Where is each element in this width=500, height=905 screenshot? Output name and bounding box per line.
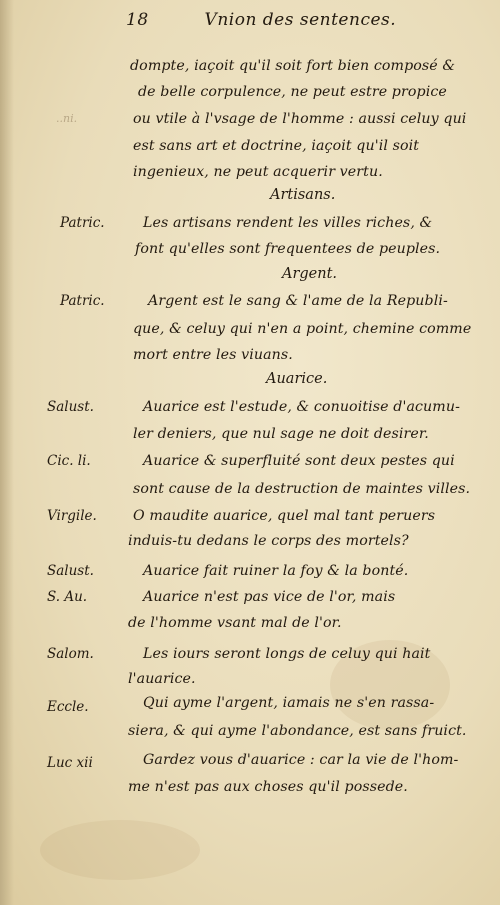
text-line: de l'homme vsant mal de l'or. <box>128 615 342 631</box>
text-line: Gardez vous d'auarice : car la vie de l'hom- <box>143 752 459 768</box>
text-line: Auarice fait ruiner la foy & la bonté. <box>143 563 409 579</box>
margin-note: Salust. <box>47 399 94 415</box>
margin-note: S. Au. <box>47 589 88 605</box>
text-line: ingenieux, ne peut acquerir vertu. <box>133 164 383 180</box>
text-line: de belle corpulence, ne peut estre propice <box>138 84 447 100</box>
text-line: Auarice & superfluité sont deux pestes qui <box>143 453 455 469</box>
margin-note: Virgile. <box>47 508 97 524</box>
text-line: est sans art et doctrine, iaçoit qu'il soit <box>133 138 420 154</box>
margin-note: Patric. <box>60 293 105 309</box>
text-line: que, & celuy qui n'en a point, chemine comme <box>133 321 472 337</box>
margin-note: Salom. <box>47 646 94 662</box>
text-line: sont cause de la destruction de maintes villes. <box>133 481 471 497</box>
paper-stain <box>40 820 200 880</box>
text-line: font qu'elles sont frequentees de peuples. <box>135 241 441 257</box>
running-title: Vnion des sentences. <box>204 10 397 30</box>
text-line: O maudite auarice, quel mal tant peruers <box>133 508 436 524</box>
margin-note: Eccle. <box>47 699 89 715</box>
text-line: mort entre les viuans. <box>133 347 293 363</box>
text-line: l'auarice. <box>128 671 196 687</box>
section-heading: Artisans. <box>270 187 336 203</box>
text-line: induis-tu dedans le corps des mortels? <box>128 533 409 549</box>
margin-note: Salust. <box>47 563 94 579</box>
text-line: Argent est le sang & l'ame de la Republi- <box>148 293 448 309</box>
text-line: Les iours seront longs de celuy qui hait <box>143 646 431 662</box>
stray-note: ..ni. <box>56 112 78 125</box>
margin-note: Patric. <box>60 215 105 231</box>
text-line: Auarice est l'estude, & conuoitise d'acumu- <box>143 399 460 415</box>
text-line: me n'est pas aux choses qu'il possede. <box>128 779 408 795</box>
text-line: siera, & qui ayme l'abondance, est sans fruict. <box>128 723 467 739</box>
margin-note: Cic. li. <box>47 453 91 469</box>
text-line: Qui ayme l'argent, iamais ne s'en rassa- <box>143 695 435 711</box>
page-header <box>126 10 396 30</box>
gutter-shadow <box>0 0 14 905</box>
margin-note: Luc xii <box>47 755 93 771</box>
section-heading: Argent. <box>282 266 338 282</box>
text-line: ler deniers, que nul sage ne doit desirer. <box>133 426 429 442</box>
text-line: Les artisans rendent les villes riches, & <box>143 215 433 231</box>
text-line: ou vtile à l'vsage de l'homme : aussi celuy qui <box>133 111 467 127</box>
section-heading: Auarice. <box>266 371 328 387</box>
text-line: Auarice n'est pas vice de l'or, mais <box>143 589 396 605</box>
page-number: 18 <box>126 10 149 30</box>
text-line: dompte, iaçoit qu'il soit fort bien composé & <box>130 58 456 74</box>
